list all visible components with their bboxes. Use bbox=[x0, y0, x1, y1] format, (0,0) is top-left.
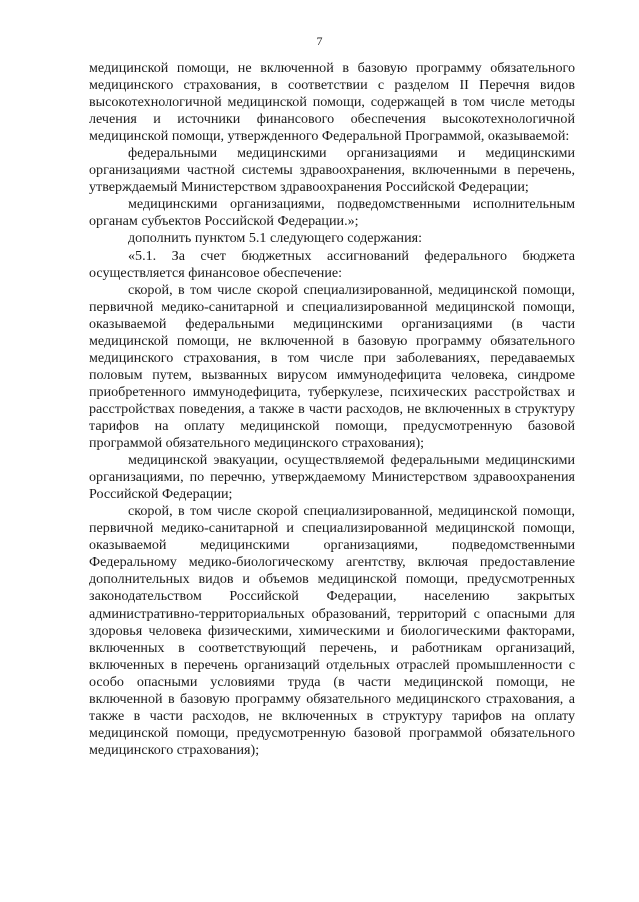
paragraph-medical-evacuation: медицинской эвакуации, осуществляемой федеральными медицинскими организациями, по перечню, утверждаемому Министерством здравоохранения Российской Федерации; bbox=[89, 452, 575, 503]
paragraph-subject-organizations: медицинскими организациями, подведомственными исполнительным органам субъектов Российской Федерации.»; bbox=[89, 196, 575, 230]
paragraph-federal-organizations: федеральными медицинскими организациями и медицинскими организациями частной системы здравоохранения, включенными в перечень, утверждаемый Министерством здравоохранения Российской Федерации; bbox=[89, 145, 575, 196]
paragraph-clause-5-1: «5.1. За счет бюджетных ассигнований федерального бюджета осуществляется финансовое обеспечение: bbox=[89, 247, 575, 281]
paragraph-add-clause: дополнить пунктом 5.1 следующего содержания: bbox=[128, 230, 423, 247]
page-number: 7 bbox=[316, 34, 323, 48]
paragraph-fmba-care: скорой, в том числе скорой специализированной, медицинской помощи, первичной медико-санитарной и специализированной медицинской помощи, оказываемой медицинскими организациями, подведомственными Федеральному медико-биологическому агентству, включая предоставление дополнительных видов и объемов медицинской помощи, предусмотренных законодательством Российской Федерации, населению закрытых административно-территориальных образований, территорий с опасными для здоровья человека физическими, химическими и биологическими факторами, включенных в соответствующий перечень, и работникам организаций, включенных в перечень организаций отдельных отраслей промышленности с особо опасными условиями труда (в части медицинской помощи, не включенной в базовую программу обязательного медицинского страхования, а также в части расходов, не включенных в структуру тарифов на оплату медицинской помощи, предусмотренную базовой программой обязательного медицинского страхования); bbox=[89, 503, 575, 758]
document-body bbox=[89, 60, 575, 759]
paragraph-emergency-care: скорой, в том числе скорой специализированной, медицинской помощи, первичной медико-санитарной и специализированной медицинской помощи, оказываемой федеральными медицинскими организациями (в части медицинской помощи, не включенной в базовую программу обязательного медицинского страхования, в том числе при заболеваниях, передаваемых половым путем, вызванных вирусом иммунодефицита человека, синдроме приобретенного иммунодефицита, туберкулезе, психических расстройствах и расстройствах поведения, а также в части расходов, не включенных в структуру тарифов на оплату медицинской помощи, предусмотренную базовой программой обязательного медицинского страхования); bbox=[89, 281, 575, 452]
paragraph-continuation: медицинской помощи, не включенной в базовую программу обязательного медицинского страхования, в соответствии с разделом II Перечня видов высокотехнологичной медицинской помощи, содержащей в том числе методы лечения и источники финансового обеспечения высокотехнологичной медицинской помощи, утвержденного Федеральной Программой, оказываемой: bbox=[89, 60, 575, 145]
